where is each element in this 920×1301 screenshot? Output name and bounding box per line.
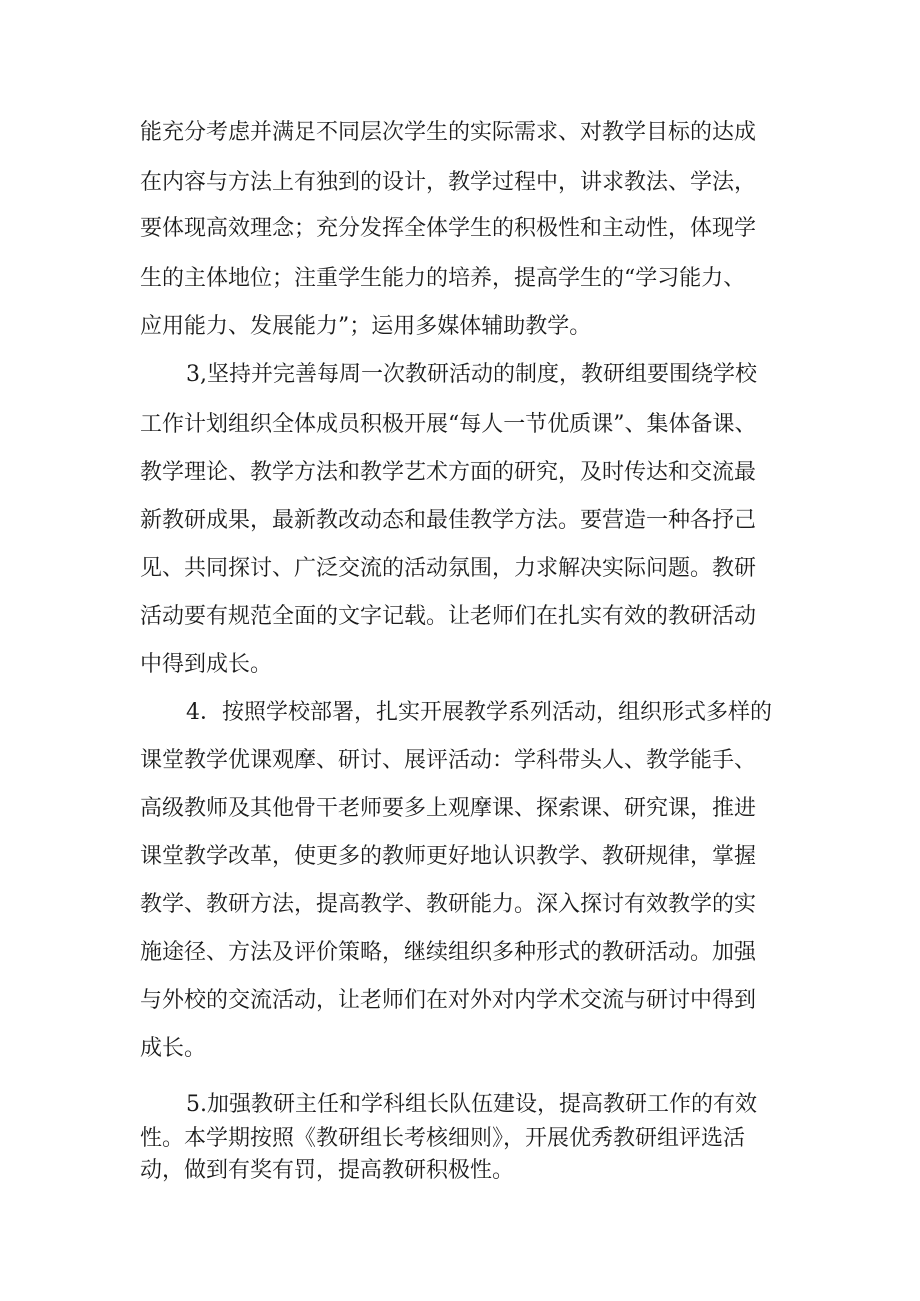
text-line: 教学、教研方法，提高教学、教研能力。深入探讨有效教学的实	[140, 892, 757, 917]
text-line: 5.加强教研主任和学科组长队伍建设，提高教研工作的有效	[186, 1092, 757, 1117]
text-line: 见、共同探讨、广泛交流的活动氛围，力求解决实际问题。教研	[140, 556, 757, 581]
text-line: 成长。	[140, 1036, 207, 1061]
text-line: 3,坚持并完善每周一次教研活动的制度，教研组要围绕学校	[186, 362, 757, 387]
text-line: 新教研成果，最新教改动态和最佳教学方法。要营造一种各抒己	[140, 508, 757, 533]
text-line: 生的主体地位；注重学生能力的培养，提高学生的“学习能力、	[140, 266, 746, 291]
text-line: 施途径、方法及评价策略，继续组织多种形式的教研活动。加强	[140, 940, 757, 965]
text-line: 课堂教学优课观摩、研讨、展评活动：学科带头人、教学能手、	[140, 748, 757, 773]
text-line: 应用能力、发展能力”；运用多媒体辅助教学。	[140, 314, 592, 339]
text-line: 4．按照学校部署，扎实开展教学系列活动，组织形式多样的	[186, 700, 772, 725]
text-line: 能充分考虑并满足不同层次学生的实际需求、对教学目标的达成	[140, 120, 757, 145]
text-line: 活动要有规范全面的文字记载。让老师们在扎实有效的教研活动	[140, 604, 757, 629]
text-line: 中得到成长。	[140, 652, 273, 677]
text-line: 工作计划组织全体成员积极开展“每人一节优质课”、集体备课、	[140, 412, 757, 437]
text-line: 在内容与方法上有独到的设计，教学过程中，讲求教法、学法，	[140, 170, 757, 195]
text-line: 要体现高效理念；充分发挥全体学生的积极性和主动性，体现学	[140, 216, 757, 241]
text-line: 性。本学期按照《教研组长考核细则》，开展优秀教研组评选活	[140, 1126, 746, 1151]
text-line: 高级教师及其他骨干老师要多上观摩课、探索课、研究课，推进	[140, 796, 757, 821]
text-line: 与外校的交流活动，让老师们在对外对内学术交流与研讨中得到	[140, 988, 757, 1013]
text-line: 动，做到有奖有罚，提高教研积极性。	[140, 1158, 515, 1183]
text-line: 教学理论、教学方法和教学艺术方面的研究，及时传达和交流最	[140, 460, 757, 485]
text-line: 课堂教学改革，使更多的教师更好地认识教学、教研规律，掌握	[140, 844, 757, 869]
